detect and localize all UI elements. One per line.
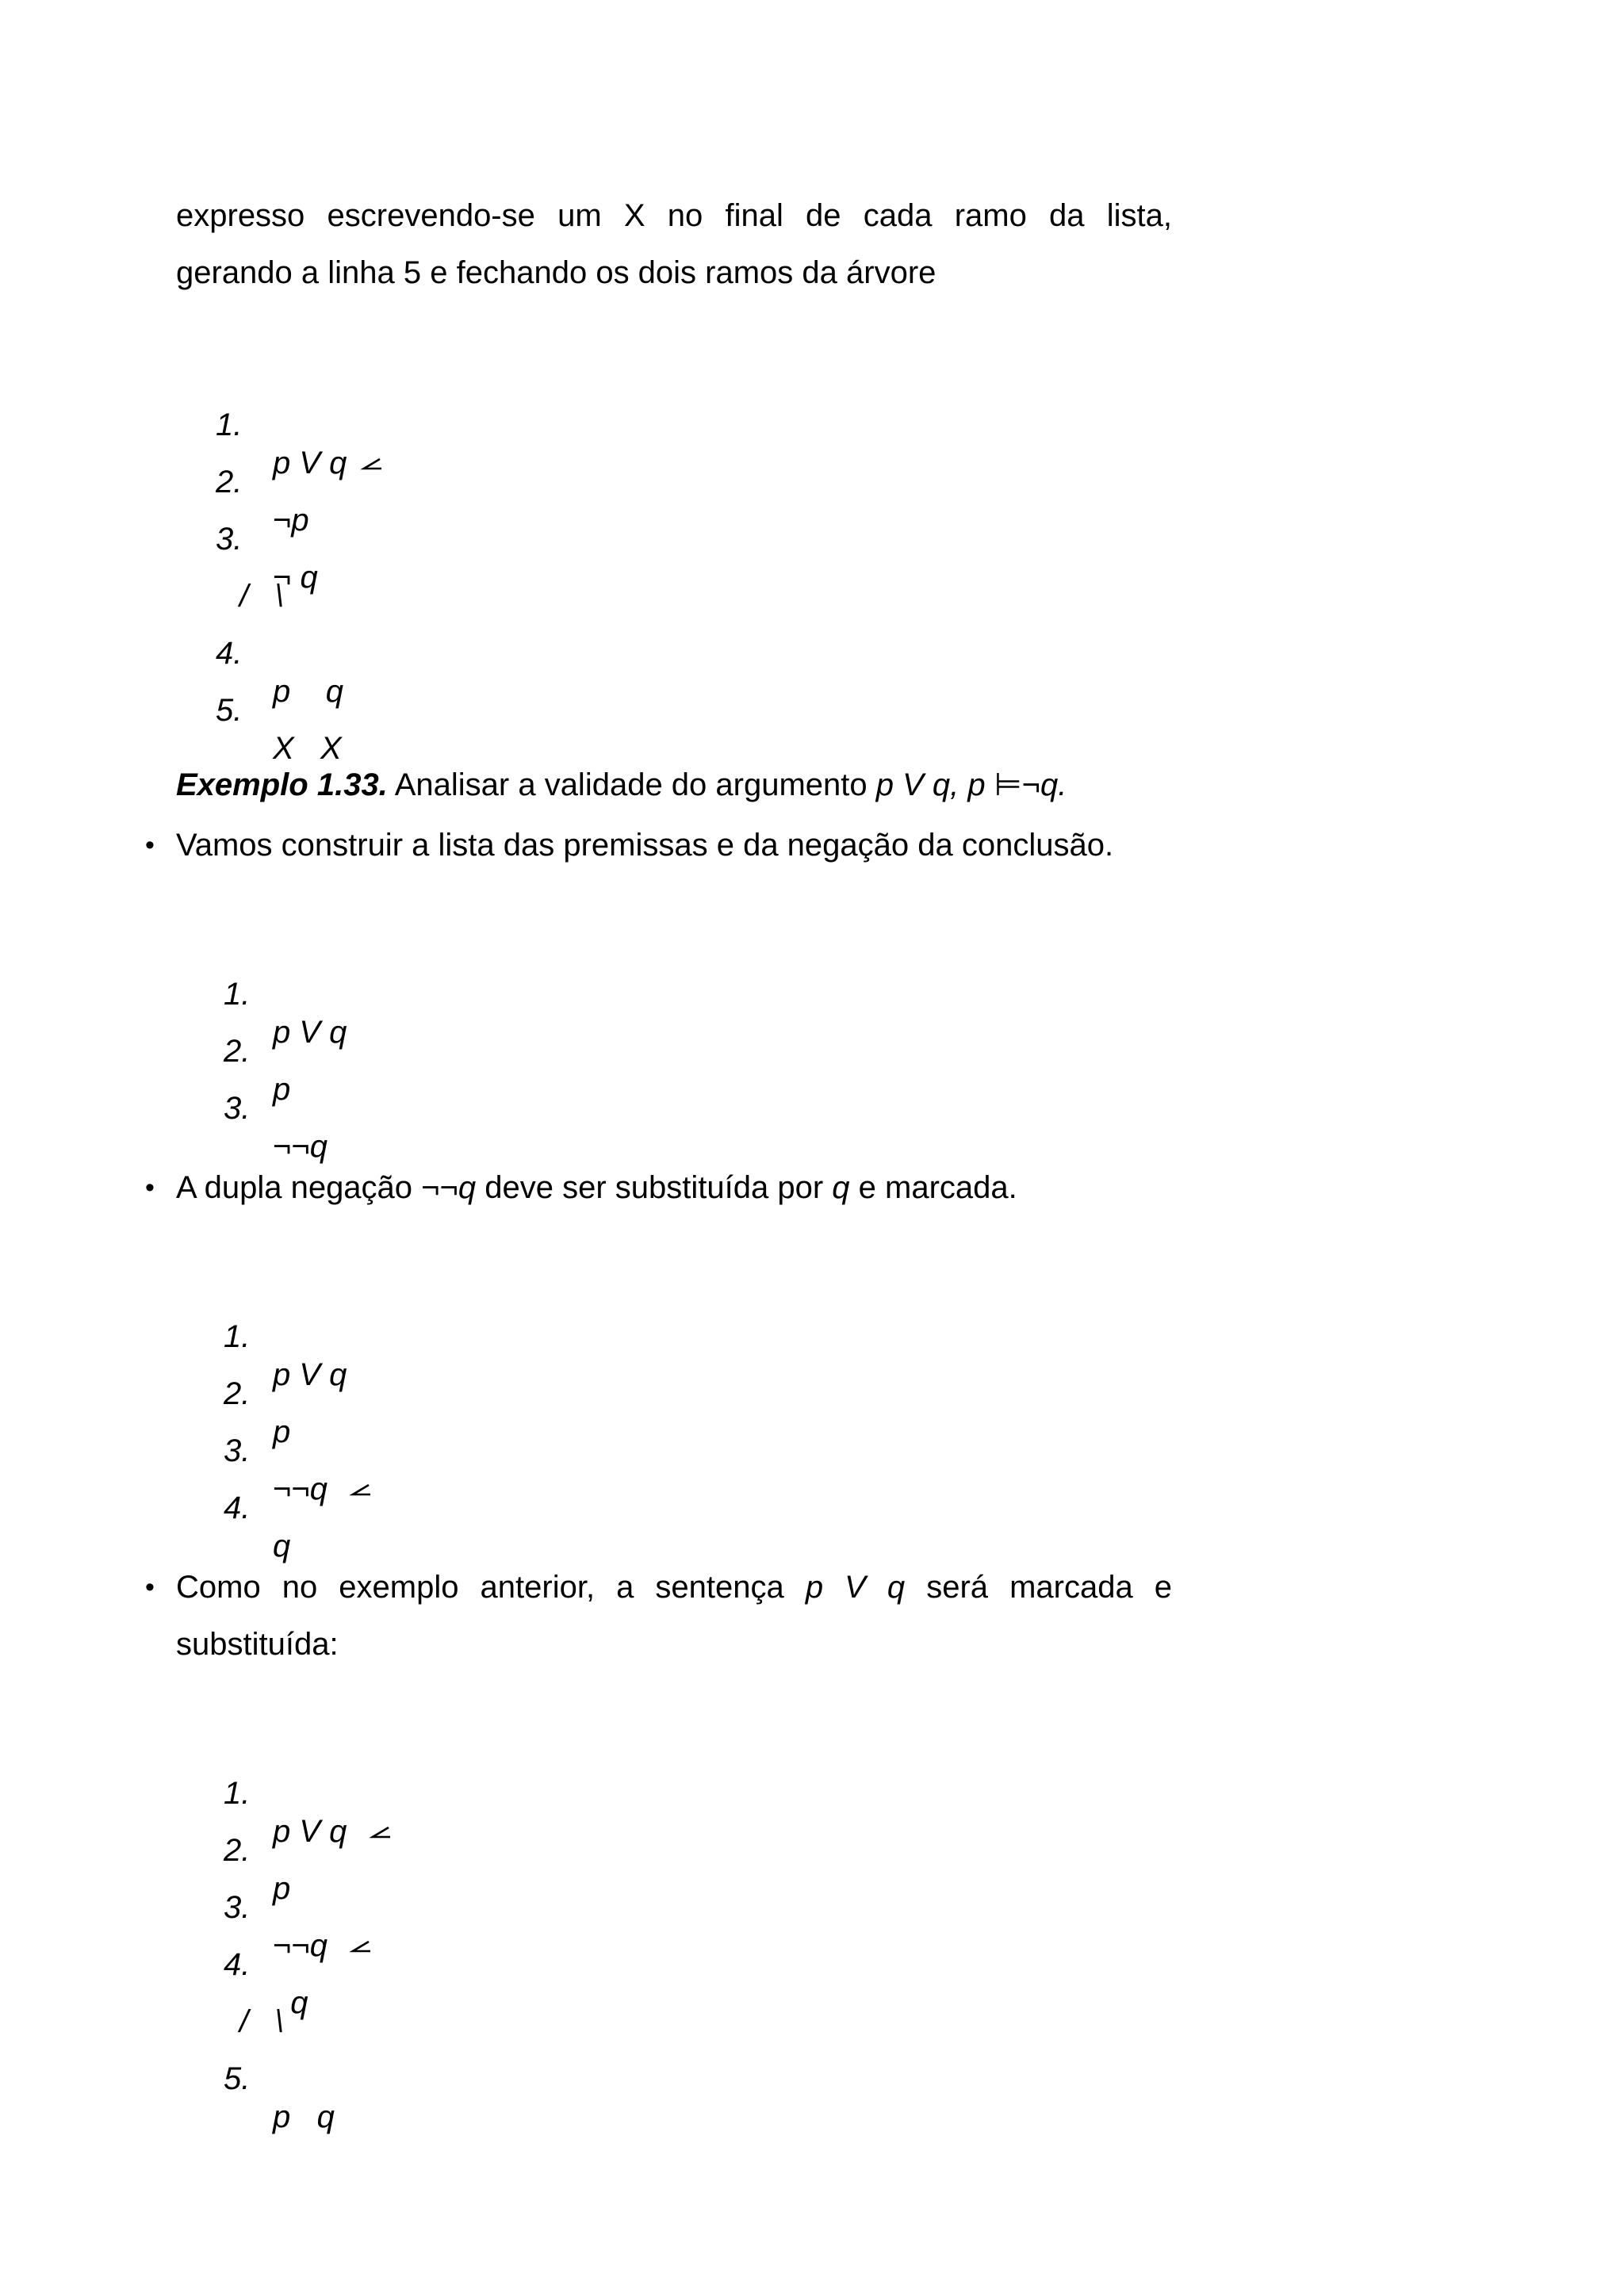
row-formula: p	[273, 1871, 291, 1906]
entails-symbol: ⊨	[994, 767, 1022, 802]
row-formula: ¬p	[273, 503, 309, 538]
row-formula: q	[273, 1985, 308, 2020]
row-number: 3.	[224, 1091, 251, 1126]
row-formula: p V q	[273, 1015, 347, 1050]
check-mark-icon	[345, 1935, 372, 1959]
bullet-3-text-line-1: Como no exemplo anterior, a sentença p V q será marcada e	[176, 1570, 1172, 1605]
row-formula: p V q	[273, 1357, 347, 1392]
row-number: 2.	[224, 1376, 251, 1411]
bullet-icon: •	[145, 830, 155, 860]
bullet-2-text: A dupla negação ¬¬q deve ser substituída por q e marcada.	[176, 1170, 1017, 1205]
check-mark-icon	[365, 1821, 392, 1845]
bullet-icon: •	[145, 1173, 155, 1203]
row-formula: q	[273, 1529, 291, 1563]
intro-line-2: gerando a linha 5 e fechando os dois ramos da árvore	[176, 255, 936, 290]
row-formula: ¬¬q	[273, 1470, 372, 1508]
row-number: 5.	[224, 2061, 251, 2096]
bullet-3-text-line-2: substituída:	[176, 1627, 339, 1662]
row-number: 3.	[224, 1890, 251, 1925]
example-title: Exemplo 1.33.	[176, 767, 388, 802]
row-number: 2.	[224, 1833, 251, 1868]
row-number: 1.	[216, 408, 243, 442]
check-mark-icon	[356, 453, 383, 476]
row-formula: p	[273, 1414, 291, 1449]
intro-line-1: expresso escrevendo-se um X no final de cada ramo da lista,	[176, 198, 1172, 233]
row-formula: p V q	[273, 1812, 392, 1850]
tree-4-row-5	[0, 2022, 335, 2174]
row-number: 2.	[216, 465, 243, 499]
branch-lines: / \	[239, 579, 284, 614]
row-formula: ¬¬q	[273, 1129, 327, 1164]
branch-lines: / \	[239, 2004, 284, 2039]
example-heading: Exemplo 1.33. Analisar a validade do argumento p V q, p ⊨¬q.	[176, 767, 1067, 802]
row-number: 4.	[224, 1947, 251, 1982]
row-formula: ¬¬q	[273, 1927, 372, 1965]
tree-3-row-4	[0, 1451, 291, 1603]
row-number: 1.	[224, 977, 251, 1012]
row-number: 3.	[224, 1433, 251, 1468]
row-formula: p	[273, 1072, 291, 1107]
tree-2-row-3	[0, 1051, 327, 1203]
row-formula: X X	[273, 731, 342, 766]
row-formula: p q	[273, 674, 343, 709]
row-number: 3.	[216, 522, 243, 557]
check-mark-icon	[345, 1479, 372, 1502]
row-number: 4.	[224, 1490, 251, 1525]
row-number: 5.	[216, 693, 243, 728]
row-formula: ¬ q	[273, 560, 318, 595]
row-number: 2.	[224, 1034, 251, 1069]
row-formula: p q	[273, 2099, 335, 2134]
row-number: 1.	[224, 1776, 251, 1811]
row-number: 4.	[216, 636, 243, 671]
row-formula: p V q	[273, 444, 383, 482]
bullet-icon: •	[145, 1572, 155, 1602]
row-number: 1.	[224, 1319, 251, 1354]
bullet-1-text: Vamos construir a lista das premissas e da negação da conclusão.	[176, 828, 1114, 863]
